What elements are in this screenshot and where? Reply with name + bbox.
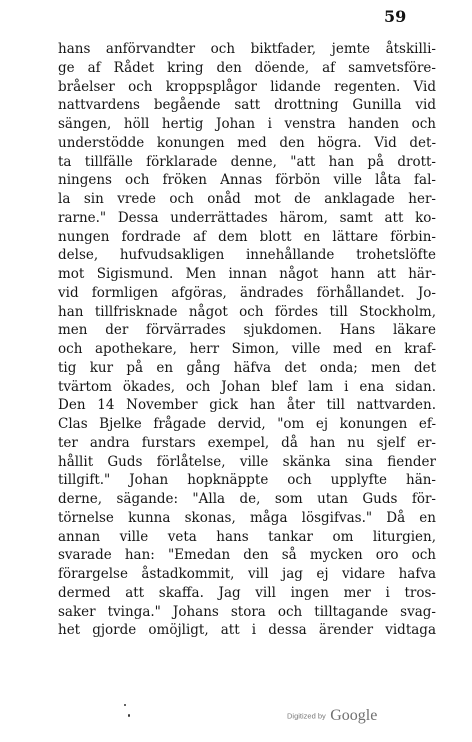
text-line: ta tillfälle förklarade denne, "att han på drott- [58,153,436,170]
text-line: tig kur på en gång häfva det onda; men det [58,359,436,376]
text-line: törnelse kunna skonas, måga lösgifvas." Då en [58,509,436,526]
text-line: men der förvärrades sjukdomen. Hans läkare [58,322,436,339]
text-line: derne, sägande: "Alla de, som utan Guds för- [58,491,436,507]
text-line: ningens och fröken Annas förbön ville låta fal- [58,172,436,189]
text-line: och apothekare, herr Simon, ville med en kraf- [58,341,436,357]
text-line: förargelse åstadkommit, vill jag ej vidare hafva [58,566,436,582]
text-line: annan ville veta hans tankar om liturgien, [58,528,436,545]
text-line: nattvardens begående satt drottning Gunilla vid [58,97,436,114]
text-line: Den 14 November gick han åter till nattvarden. [58,397,436,414]
text-line: bråelser och kroppsplågor lidande regenten. Vid [58,78,436,95]
text-line: understödde konungen med den högra. Vid det- [58,134,436,151]
text-line: hans anförvandter och biktfader, jemte åtskilli- [58,41,436,57]
text-line: tvärtom ökades, och Johan blef lam i ena sidan. [58,378,436,395]
text-line: rarne." Dessa underrättades härom, samt att ko- [58,209,436,226]
text-line: saker tvinga." Johans stora och tilltagande svag- [58,603,436,620]
ink-speck [128,714,130,717]
text-line: delse, hufvudsakligen innehållande trohetslöfte [58,247,436,264]
text-line: han tillfrisknade något och fördes till Stockholm, [58,303,436,320]
digitized-label: Digitized by [287,711,326,721]
google-logo: Google [330,707,378,724]
text-line: tillgift." Johan hopknäppte och upplyfte hän- [58,472,436,489]
page-number: 59 [384,7,407,26]
text-line: dermed att skaffa. Jag vill ingen mer i tros- [58,584,436,601]
text-line: ter andra furstars exempel, då han nu sjelf er- [58,434,436,451]
body-text [58,40,436,640]
text-line: mot Sigismund. Men innan något hann att här- [58,266,436,282]
text-line: vid formligen afgöras, ändrades förhållandet. Jo- [58,284,436,301]
text-line: svarade han: "Emedan den så mycken oro och [58,547,436,564]
text-line: la sin vrede och onåd mot de anklagade her- [58,191,436,207]
text-line: sängen, höll hertig Johan i venstra handen och [58,116,436,132]
digitized-watermark [287,707,377,725]
text-line: nungen fordrade af dem blott en lättare förbin- [58,228,436,245]
text-line: Clas Bjelke frågade dervid, "om ej konungen ef- [58,416,436,432]
text-line: het gjorde omöjligt, att i dessa ärender vidtaga [58,622,436,639]
text-line: ge af Rådet kring den döende, af samvetsföre- [58,59,436,76]
text-line: hållit Guds förlåtelse, ville skänka sina fiender [58,453,436,470]
ink-speck [124,704,126,706]
